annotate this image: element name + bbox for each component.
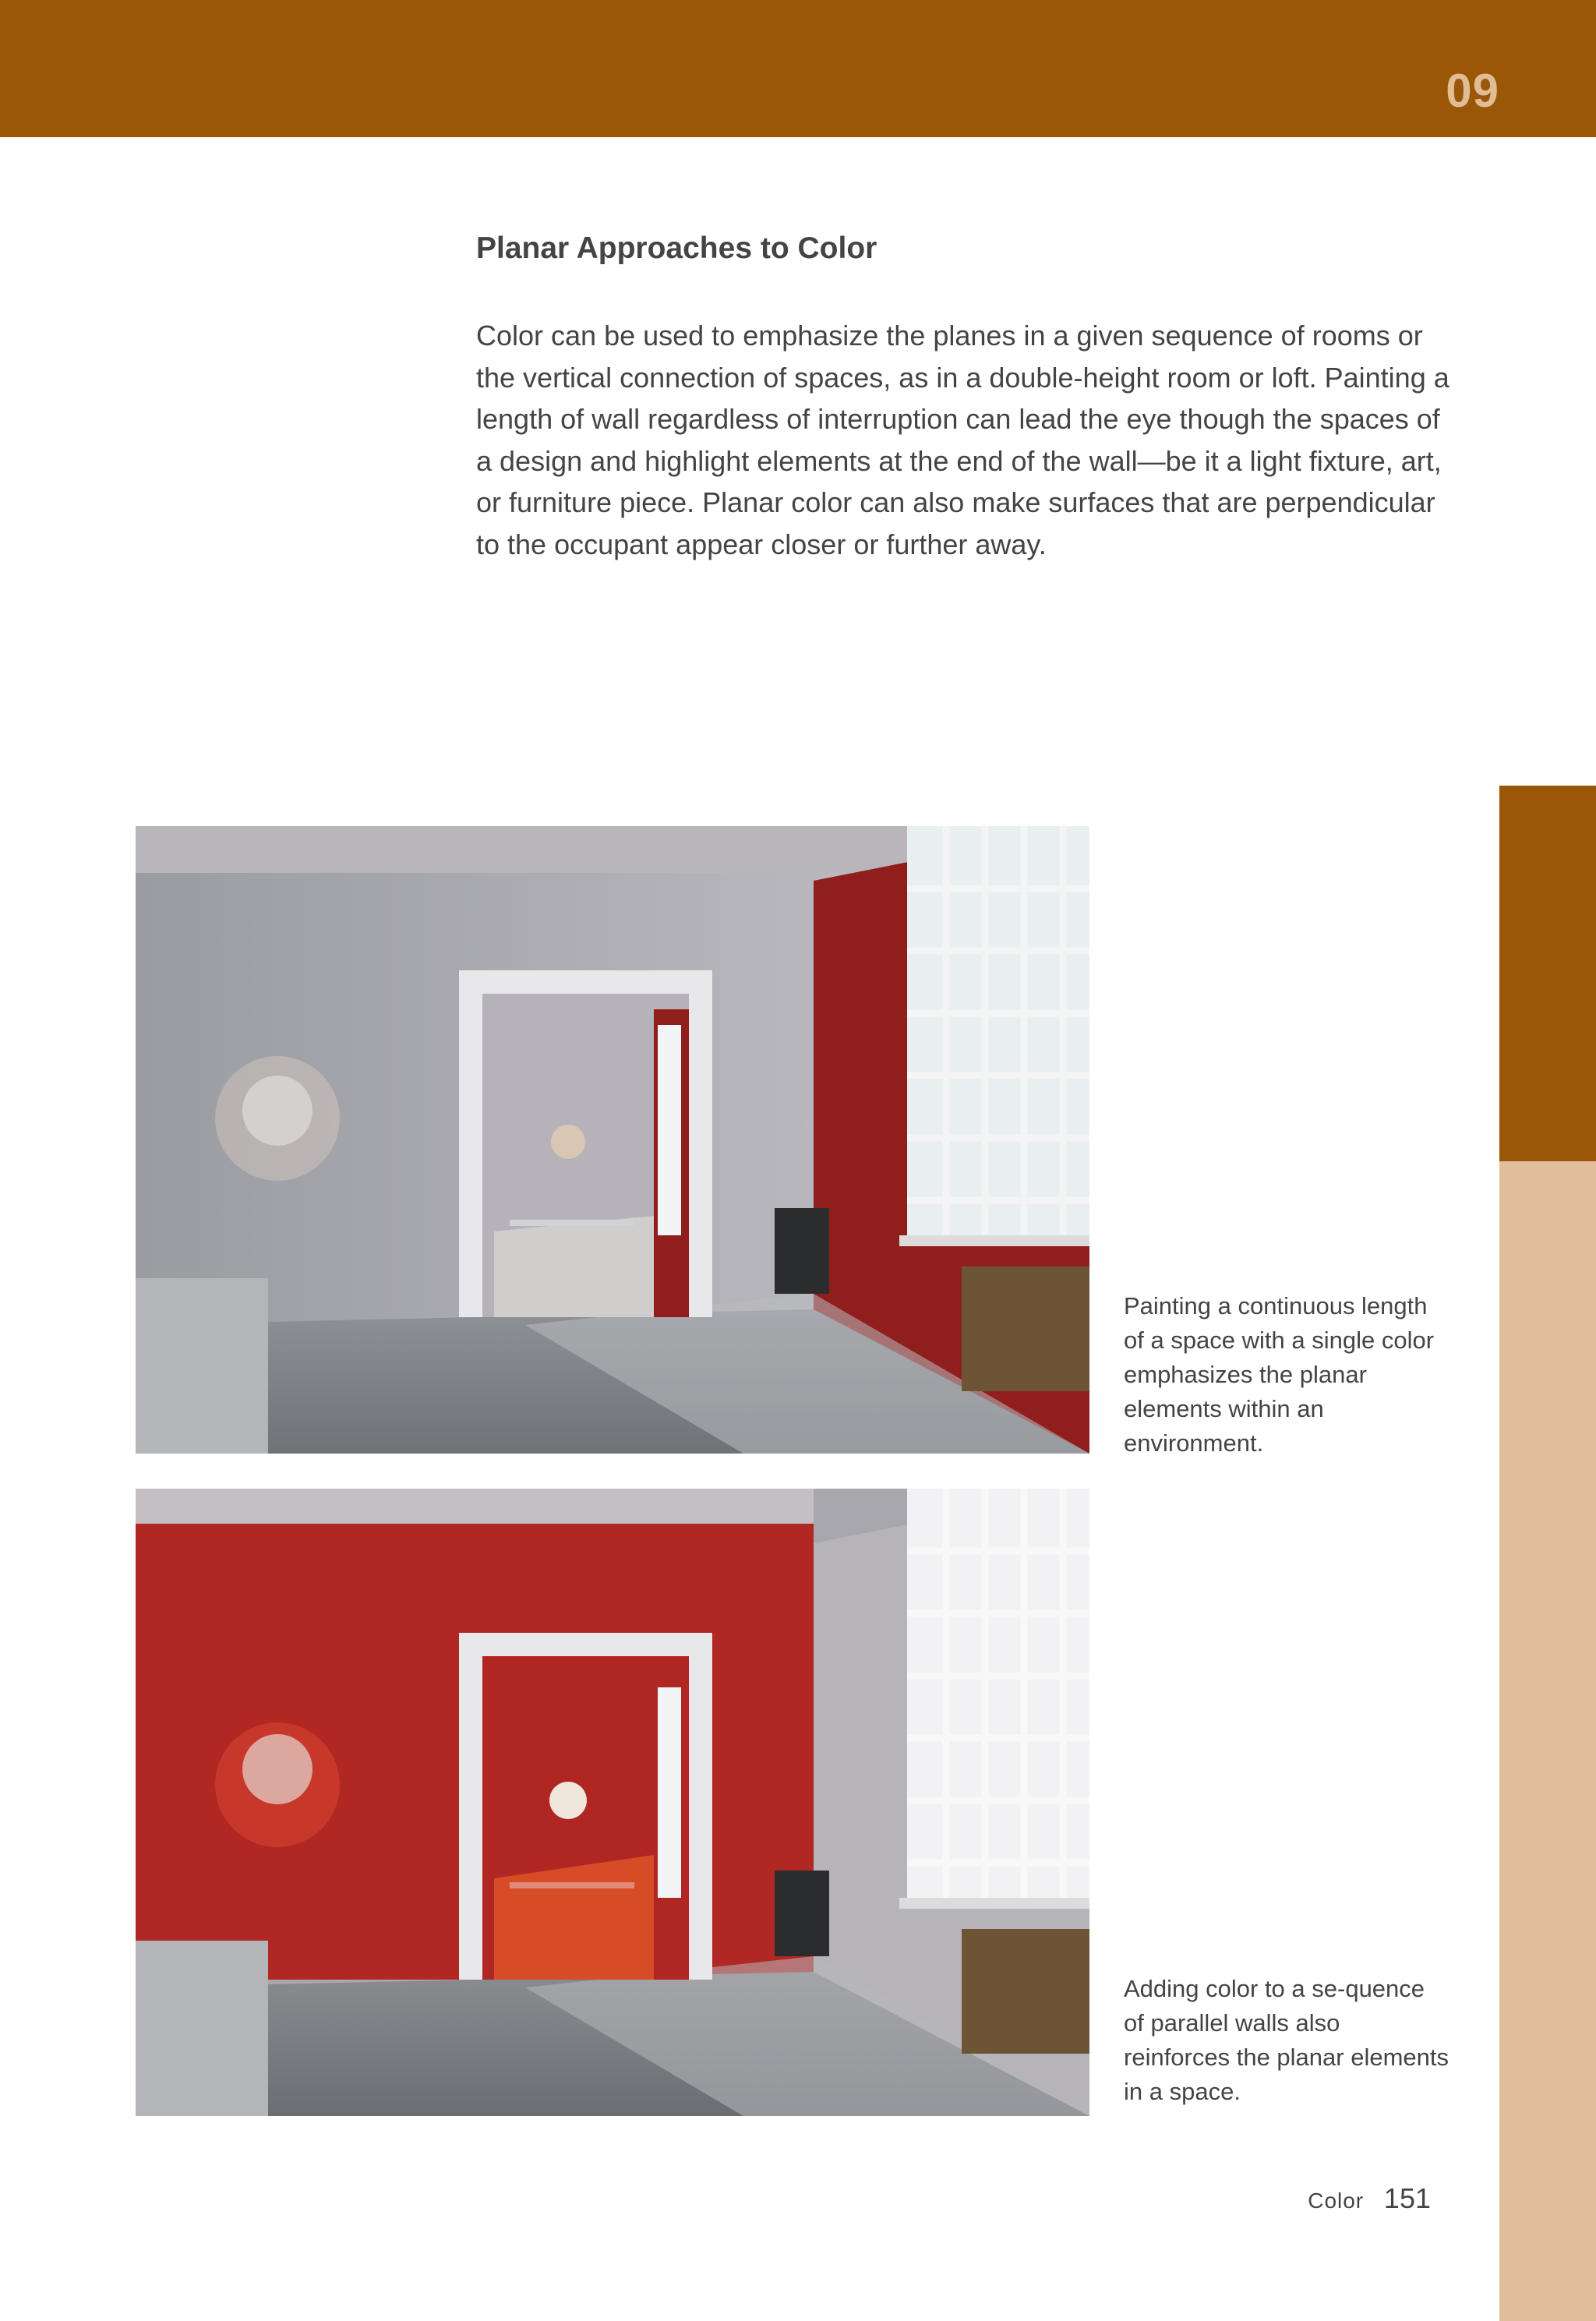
- chapter-number: 09: [1446, 65, 1499, 117]
- chapter-side-tab: [1499, 786, 1596, 1161]
- chapter-header-bar: [0, 0, 1596, 137]
- body-paragraph: Color can be used to emphasize the planes in a given sequence of rooms or the vertical connection of spaces, as in a double-height room or loft. Painting a length of wall regardless of interruption can lead the eye though the spaces of a design and highlight elements at the end of the wall—be it a light fixture, art, or furniture piece. Planar color can also make surfaces that are perpendicular to the occupant appear closer or further away.: [476, 320, 1449, 560]
- interior-photo-red-side-wall: [136, 826, 1089, 1454]
- page-footer: [1308, 2182, 1431, 2215]
- page-number: 151: [1383, 2182, 1431, 2214]
- interior-photo-red-parallel-walls: [136, 1489, 1089, 2116]
- figure-caption-2: Adding color to a se-quence of parallel walls also reinforces the planar elements in a space.: [1124, 1975, 1449, 2105]
- footer-section-label: Color: [1308, 2189, 1365, 2213]
- figure-caption-1: Painting a continuous length of a space with a single color emphasizes the planar elements within an environment.: [1124, 1292, 1435, 1457]
- section-heading: Planar Approaches to Color: [476, 231, 877, 265]
- chapter-side-band: [1499, 1161, 1596, 2321]
